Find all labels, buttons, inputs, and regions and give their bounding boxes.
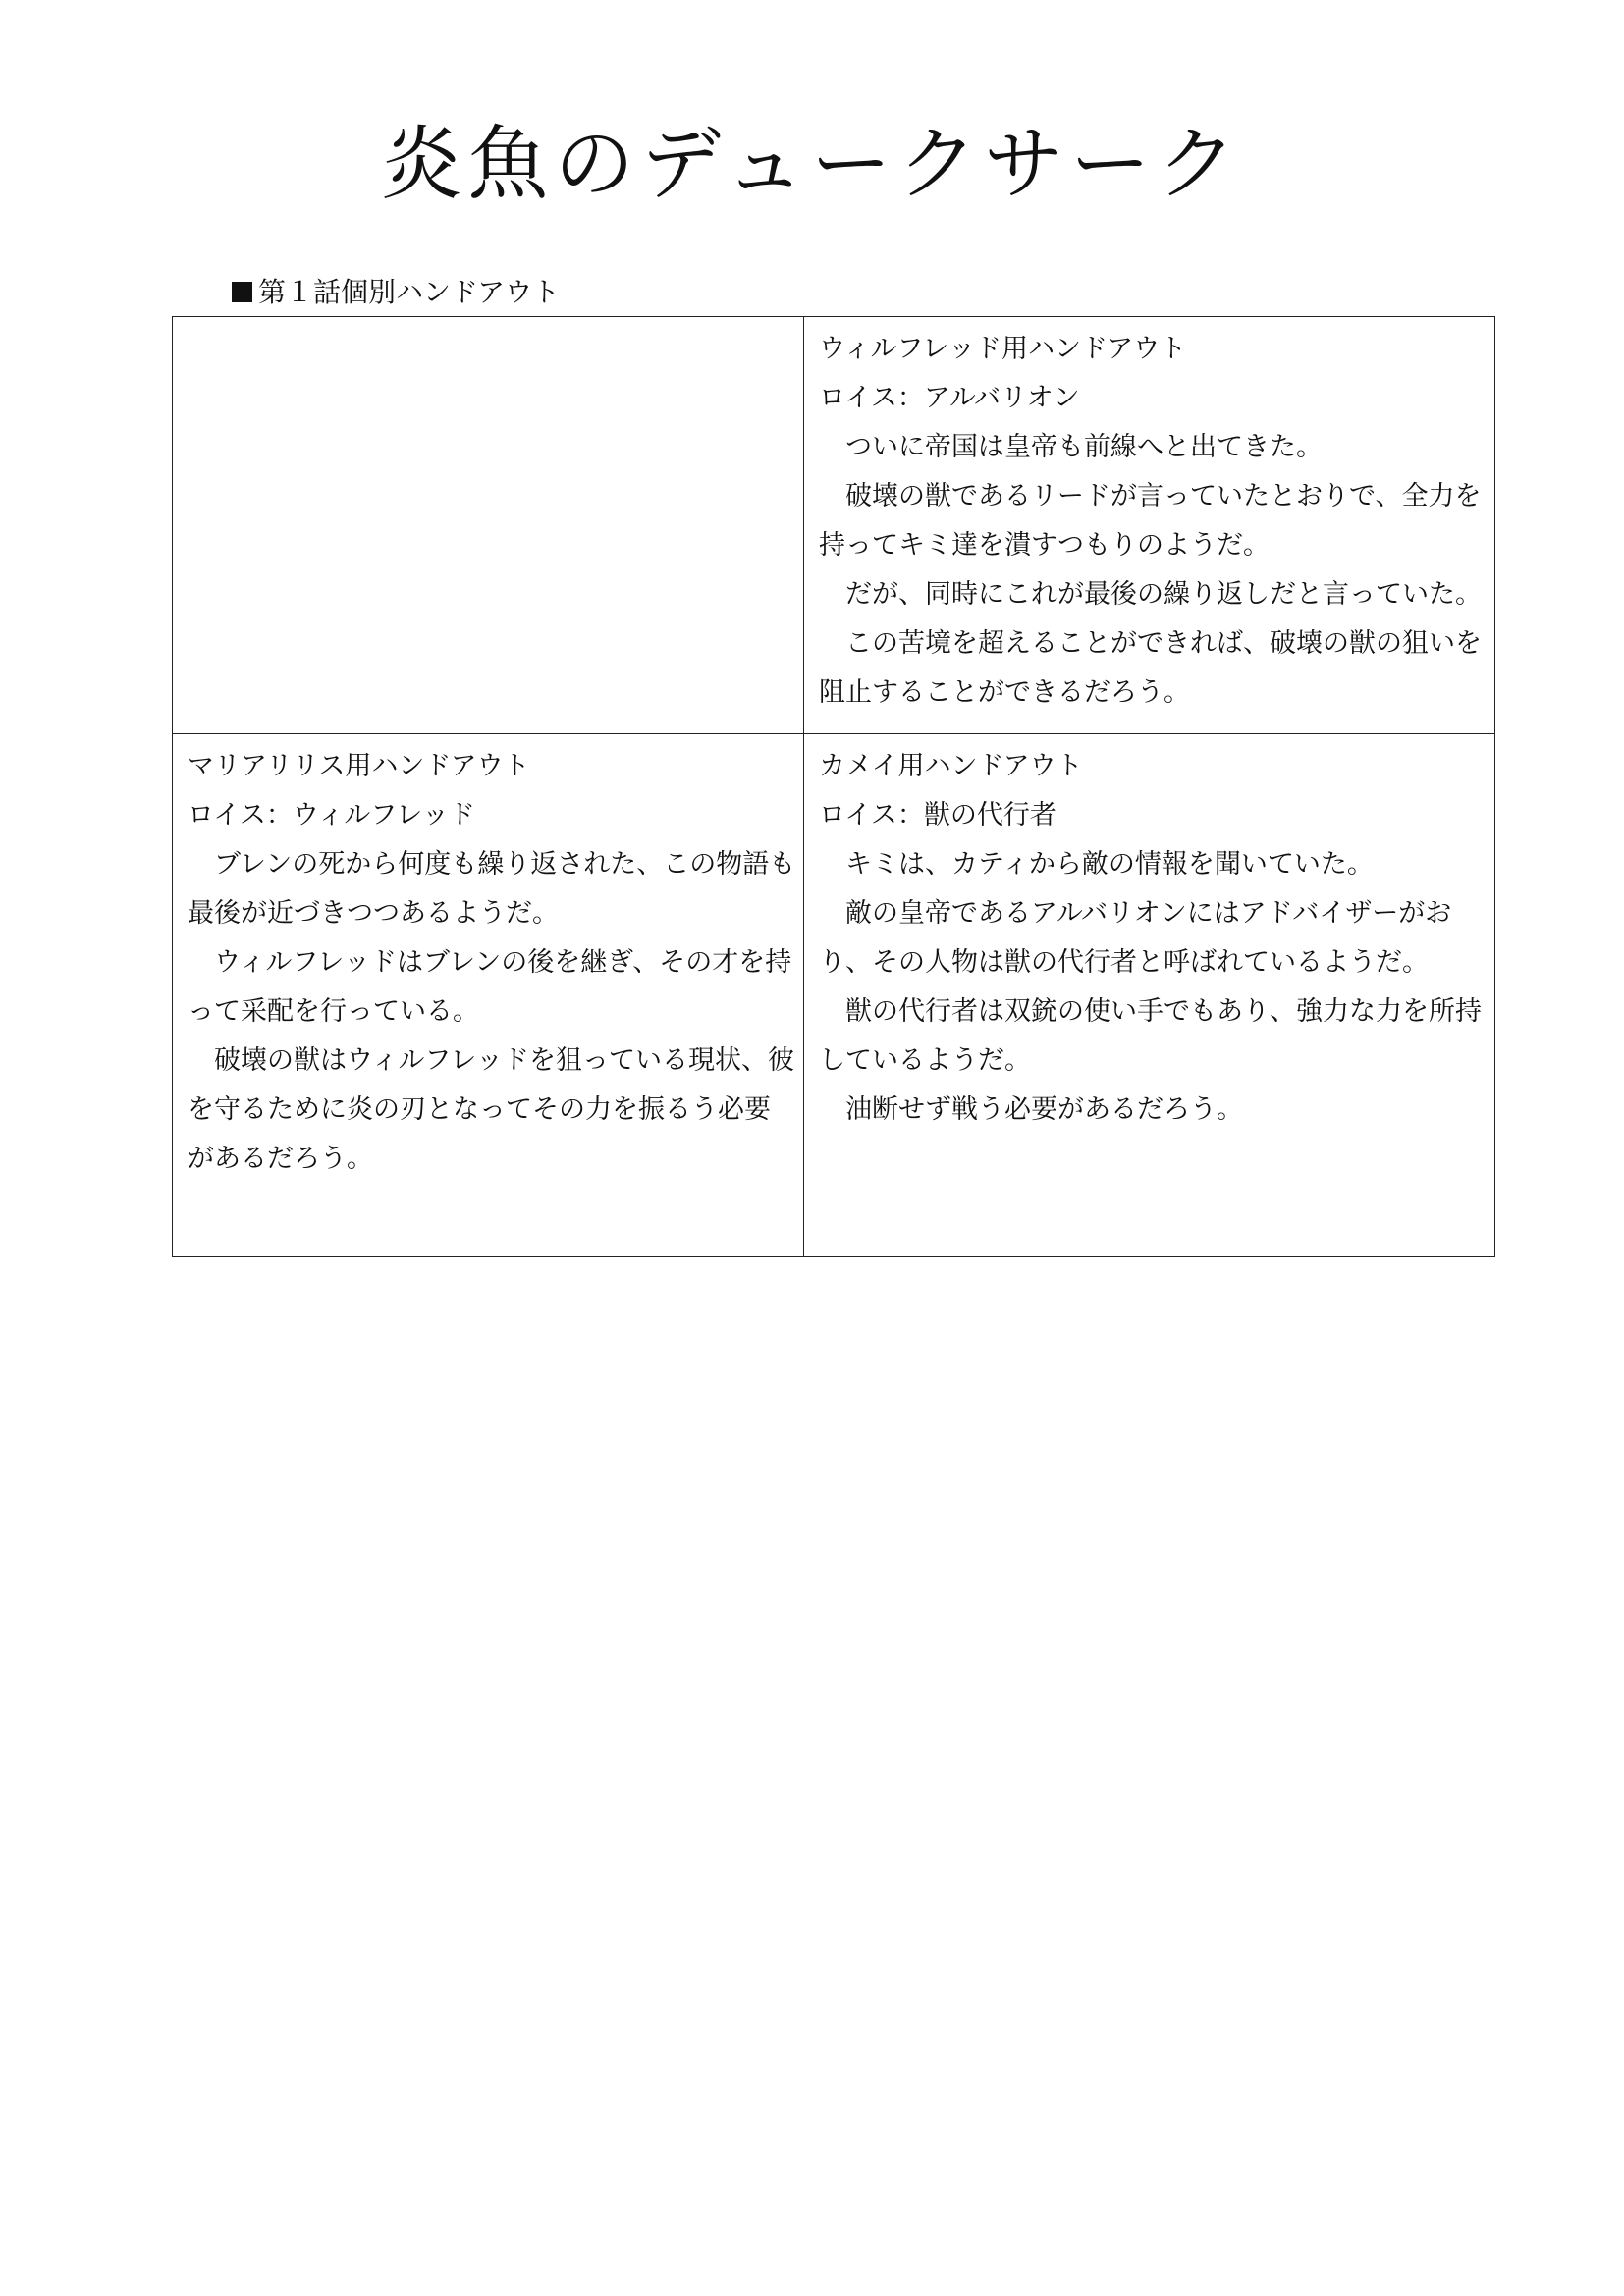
handout-text-line: を守るために炎の刃となってその力を振るう必要 (188, 1095, 771, 1125)
table-row (173, 317, 1495, 734)
handout-text-line: り、その人物は獣の代行者と呼ばれているようだ。 (819, 947, 1429, 978)
handout-text-line: 敵の皇帝であるアルバリオンにはアドバイザーがお (819, 898, 1452, 929)
handout-text-line: ウィルフレッドはブレンの後を継ぎ、その才を持 (188, 947, 792, 978)
handout-text-line: って采配を行っている。 (188, 996, 479, 1027)
handout-cell-marialilis (173, 734, 804, 1257)
handout-text-line: しているようだ。 (819, 1045, 1031, 1076)
table-row (173, 734, 1495, 1257)
handout-cell-kamei (804, 734, 1495, 1257)
handout-text-line: この苦境を超えることができれば、破壊の獣の狙いを (819, 628, 1482, 659)
section-heading (232, 273, 560, 312)
handout-text-line: 阻止することができるだろう。 (819, 677, 1190, 708)
handout-text-line: 油断せず戦う必要があるだろう。 (819, 1095, 1243, 1125)
square-bullet-icon (232, 282, 252, 302)
handout-text-line: キミは、カティから敵の情報を聞いていた。 (819, 849, 1374, 880)
handout-text-line: があるだろう。 (188, 1144, 373, 1174)
handout-text-line: ついに帝国は皇帝も前線へと出てきた。 (819, 432, 1323, 462)
handout-text-line: 獣の代行者は双銃の使い手でもあり、強力な力を所持 (819, 996, 1482, 1027)
section-heading-text: 第１話個別ハンドアウト (258, 276, 561, 308)
handout-lois: ロイス：ウィルフレッド (188, 800, 475, 830)
handout-table (172, 316, 1495, 1257)
handout-heading: ウィルフレッド用ハンドアウト (819, 334, 1187, 364)
document-title: 炎魚のデュークサーク (381, 118, 1243, 211)
handout-cell-empty (173, 317, 804, 734)
handout-text-line: 持ってキミ達を潰すつもりのようだ。 (819, 530, 1270, 561)
handout-text-line: 破壊の獣はウィルフレッドを狙っている現状、彼 (188, 1045, 795, 1076)
handout-lois: ロイス：アルバリオン (819, 383, 1080, 413)
handout-cell-wilfred (804, 317, 1495, 734)
handout-text-line: 破壊の獣であるリードが言っていたとおりで、全力を (819, 481, 1482, 511)
handout-heading: カメイ用ハンドアウト (819, 751, 1083, 781)
handout-heading: マリアリリス用ハンドアウト (188, 751, 530, 781)
handout-text-line: ブレンの死から何度も繰り返された、この物語も (188, 849, 796, 880)
handout-text-line: 最後が近づきつつあるようだ。 (188, 898, 559, 929)
handout-text-line: だが、同時にこれが最後の繰り返しだと言っていた。 (819, 579, 1482, 610)
handout-lois: ロイス：獣の代行者 (819, 800, 1056, 830)
